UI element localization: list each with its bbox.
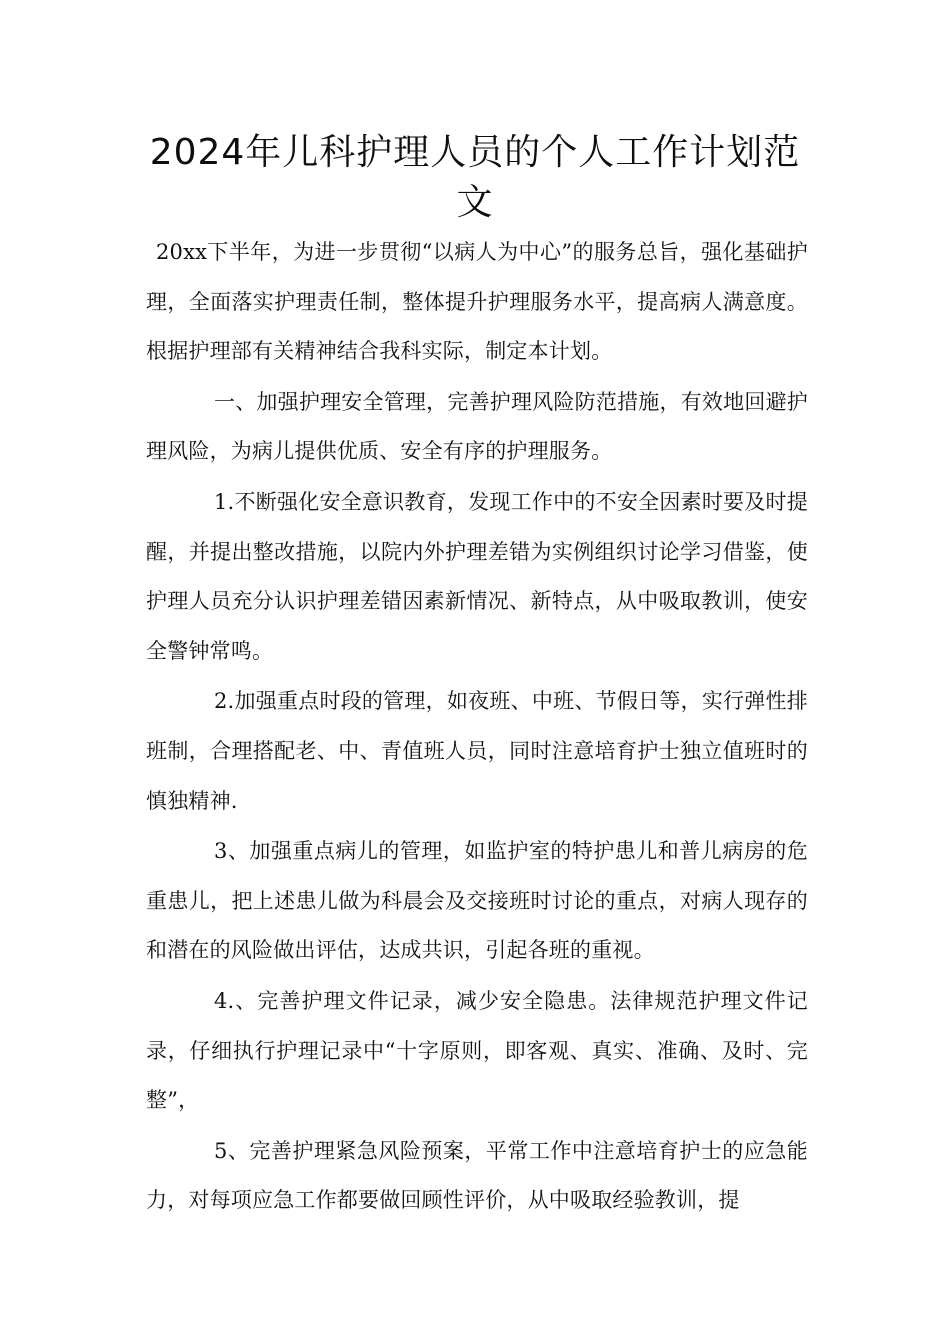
paragraph-item-5: 5、完善护理紧急风险预案，平常工作中注意培育护士的应急能力，对每项应急工作都要做回顾性评价，从中吸取经验教训，提 [146, 1138, 808, 1213]
paragraph-item-1: 1.不断强化安全意识教育，发现工作中的不安全因素时要及时提醒，并提出整改措施，以院内外护理差错为实例组织讨论学习借鉴，使护理人员充分认识护理差错因素新情况、新特点，从中吸取教训，使安全警钟常鸣。 [146, 489, 808, 663]
paragraph-intro: 20xx下半年，为进一步贯彻“以病人为中心”的服务总旨，强化基础护理，全面落实护理责任制，整体提升护理服务水平，提高病人满意度。根据护理部有关精神结合我科实际，制定本计划。 [146, 240, 808, 364]
document-title: 2024年儿科护理人员的个人工作计划范文 [149, 132, 801, 223]
paragraph-section-1: 一、加强护理安全管理，完善护理风险防范措施，有效地回避护理风险，为病儿提供优质、安全有序的护理服务。 [146, 389, 808, 464]
document-body [146, 228, 808, 1227]
paragraph-item-2: 2.加强重点时段的管理，如夜班、中班、节假日等，实行弹性排班制，合理搭配老、中、青值班人员，同时注意培育护士独立值班时的慎独精神. [146, 689, 808, 813]
paragraph-item-3: 3、加强重点病儿的管理，如监护室的特护患儿和普儿病房的危重患儿，把上述患儿做为科晨会及交接班时讨论的重点，对病人现存的和潜在的风险做出评估，达成共识，引起各班的重视。 [146, 839, 808, 963]
paragraph-item-4: 4.、完善护理文件记录，减少安全隐患。法律规范护理文件记录，仔细执行护理记录中“十字原则，即客观、真实、准确、及时、完整”， [146, 988, 808, 1113]
